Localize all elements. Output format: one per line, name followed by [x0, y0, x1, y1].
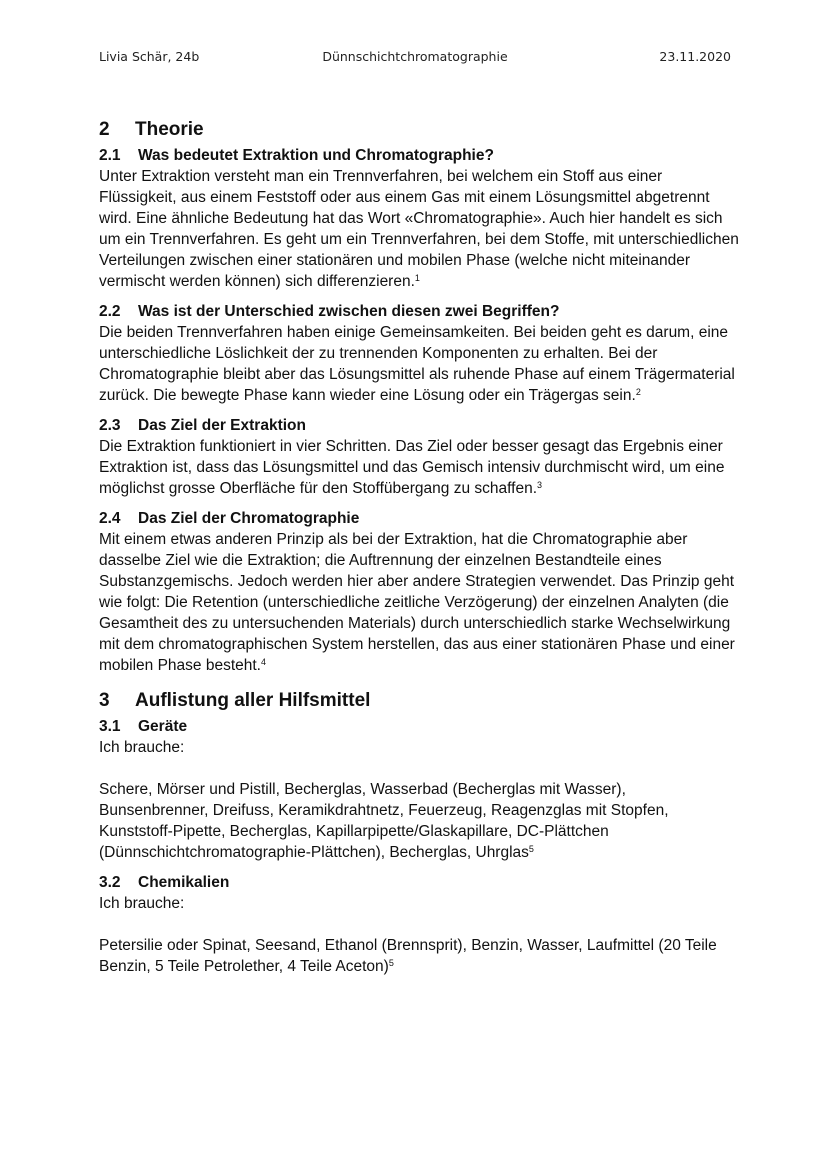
paragraph-3-2 — [99, 935, 739, 977]
footnote-ref: 1 — [414, 273, 420, 283]
paragraph-2-2 — [99, 322, 739, 406]
subsection-heading-2-2 — [99, 301, 739, 322]
subsection-number: 2.1 — [99, 147, 121, 164]
footnote-ref: 5 — [528, 844, 534, 854]
subsection-heading-2-3 — [99, 415, 739, 436]
document-body — [99, 118, 739, 977]
header-date: 23.11.2020 — [659, 49, 731, 64]
paragraph-2-1 — [99, 166, 739, 292]
page-header — [99, 49, 731, 69]
subsection-number: 2.4 — [99, 510, 121, 527]
subsection-title: Was bedeutet Extraktion und Chromatographie? — [138, 147, 494, 164]
section-number: 3 — [99, 690, 110, 711]
footnote-ref: 5 — [388, 958, 394, 968]
subsection-number: 2.3 — [99, 417, 121, 434]
subsection-title: Chemikalien — [138, 874, 230, 891]
paragraph-2-4 — [99, 529, 739, 676]
paragraph-2-3 — [99, 436, 739, 499]
subsection-heading-3-1 — [99, 716, 739, 737]
footnote-ref: 4 — [261, 657, 267, 667]
paragraph-text: Die beiden Trennverfahren haben einige Gemeinsamkeiten. Bei beiden geht es darum, eine unterschiedliche Löslichkeit der zu trennenden Komponenten zu erhalten. Bei der Chromatographie bleibt aber das Lösungsmittel als ruhende Phase auf einem Trägermaterial zurück. Die bewegte Phase kann wieder eine Lösung oder ein Trägergas sein. — [99, 324, 735, 404]
subsection-heading-2-1 — [99, 145, 739, 166]
subsection-number: 3.1 — [99, 718, 121, 735]
subsection-number: 3.2 — [99, 874, 121, 891]
subsection-title: Geräte — [138, 718, 188, 735]
paragraph-text: Mit einem etwas anderen Prinzip als bei der Extraktion, hat die Chromatographie aber dasselbe Ziel wie die Extraktion; die Auftrennung der einzelnen Bestandteile eines Substanzgemischs. Jedoch werden hier aber andere Strategien verwendet. Das Prinzip geht wie folgt: Die Retention (unterschiedliche zeitliche Verzögerung) der einzelnen Analyten (die Gesamtheit des zu untersuchenden Materials) durch unterschiedlich starke Wechselwirkung mit dem chromatographischen System herstellen, das aus einer stationären Phase und einer mobilen Phase besteht. — [99, 531, 735, 674]
paragraph-3-1 — [99, 779, 739, 863]
subsection-heading-2-4 — [99, 508, 739, 529]
section-heading-theorie — [99, 118, 739, 142]
section-title: Auflistung aller Hilfsmittel — [135, 690, 371, 711]
header-author: Livia Schär, 24b — [99, 49, 200, 64]
section-heading-hilfsmittel — [99, 689, 739, 713]
paragraph-intro-3-1: Ich brauche: — [99, 739, 185, 756]
subsection-title: Das Ziel der Chromatographie — [138, 510, 360, 527]
subsection-heading-3-2 — [99, 872, 739, 893]
header-topic: Dünnschichtchromatographie — [322, 49, 508, 64]
paragraph-text: Unter Extraktion versteht man ein Trennverfahren, bei welchem ein Stoff aus einer Flüssigkeit, aus einem Feststoff oder aus einem Gas mit einem Lösungsmittel abgetrennt wird. Eine ähnliche Bedeutung hat das Wort «Chromatographie». Auch hier handelt es sich um ein Trennverfahren. Es geht um ein Trennverfahren, bei dem Stoffe, mit unterschiedlichen Verteilungen zwischen einer stationären und mobilen Phase (welche nicht miteinander vermischt werden können) sich differenzieren. — [99, 168, 739, 290]
subsection-title: Das Ziel der Extraktion — [138, 417, 306, 434]
subsection-number: 2.2 — [99, 303, 121, 320]
footnote-ref: 2 — [635, 387, 641, 397]
paragraph-text: Schere, Mörser und Pistill, Becherglas, Wasserbad (Becherglas mit Wasser), Bunsenbrenner, Dreifuss, Keramikdrahtnetz, Feuerzeug, Reagenzglas mit Stopfen, Kunststoff-Pipette, Becherglas, Kapillarpipette/Glaskapillare, DC-Plättchen (Dünnschichtchromatographie-Plättchen), Becherglas, Uhrglas — [99, 781, 669, 861]
paragraph-text: Petersilie oder Spinat, Seesand, Ethanol (Brennsprit), Benzin, Wasser, Laufmittel (20 Teile Benzin, 5 Teile Petrolether, 4 Teile Aceton) — [99, 937, 717, 975]
subsection-title: Was ist der Unterschied zwischen diesen zwei Begriffen? — [138, 303, 560, 320]
section-number: 2 — [99, 119, 110, 140]
paragraph-text: Die Extraktion funktioniert in vier Schritten. Das Ziel oder besser gesagt das Ergebnis einer Extraktion ist, dass das Lösungsmittel und das Gemisch intensiv durchmischt wird, um eine möglichst grosse Oberfläche für den Stoffübergang zu schaffen. — [99, 438, 725, 497]
section-title: Theorie — [135, 119, 204, 140]
paragraph-intro-3-2: Ich brauche: — [99, 895, 185, 912]
footnote-ref: 3 — [537, 480, 543, 490]
